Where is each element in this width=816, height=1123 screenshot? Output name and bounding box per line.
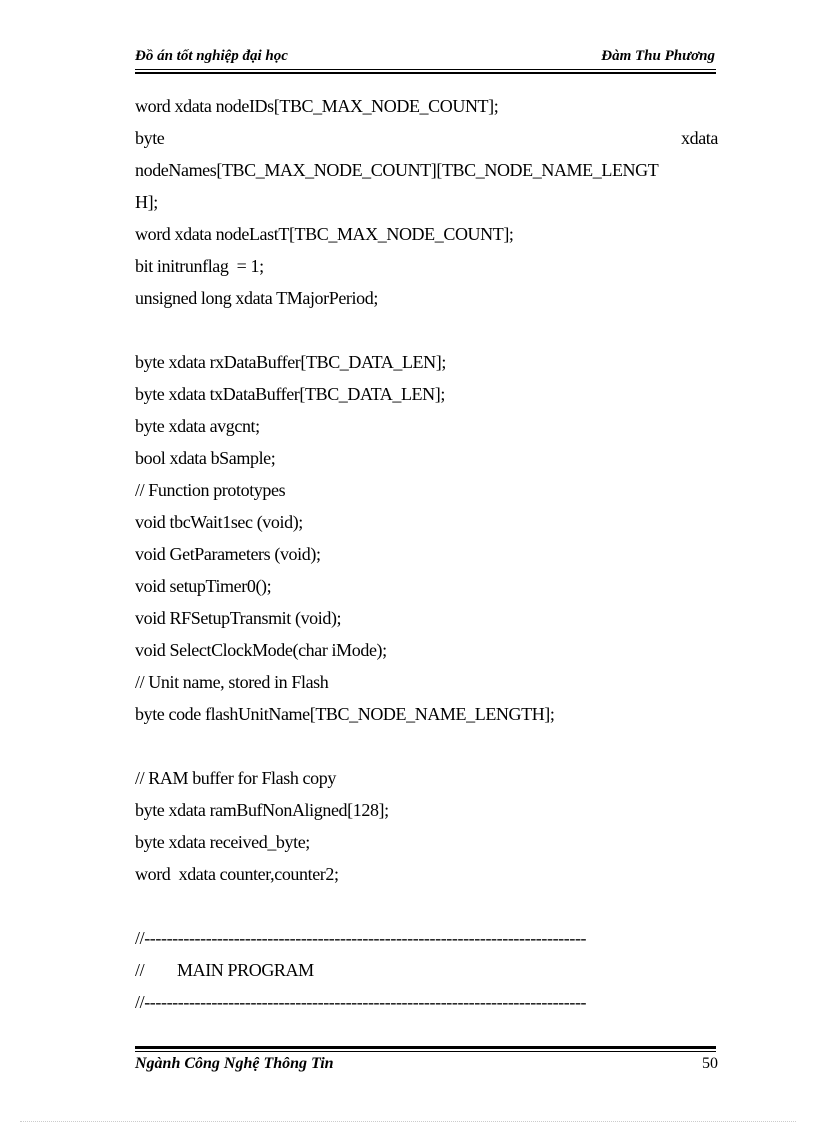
code-comment: // Unit name, stored in Flash [135,672,329,692]
page-footer [135,1055,718,1077]
code-line: void GetParameters (void); [135,544,321,564]
code-token-right: xdata [681,128,718,148]
code-line: bit initrunflag = 1; [135,256,264,276]
code-line: void tbcWait1sec (void); [135,512,303,532]
code-line: void SelectClockMode(char iMode); [135,640,387,660]
header-author: Đàm Thu Phương [601,48,715,64]
code-comment-divider: //------------------------------------------------------------------------------- [135,992,587,1012]
code-comment-divider: //------------------------------------------------------------------------------- [135,928,587,948]
code-token-left: byte [135,128,165,148]
code-comment: // Function prototypes [135,480,286,500]
code-comment: // RAM buffer for Flash copy [135,768,336,788]
code-line: void RFSetupTransmit (void); [135,608,342,628]
code-line-justified [135,122,718,154]
code-line: byte code flashUnitName[TBC_NODE_NAME_LENGTH]; [135,704,555,724]
code-line: byte xdata avgcnt; [135,416,260,436]
header-rule-thin [135,69,716,70]
code-line: byte xdata txDataBuffer[TBC_DATA_LEN]; [135,384,445,404]
code-line: void setupTimer0(); [135,576,272,596]
code-line: byte xdata received_byte; [135,832,310,852]
code-line: byte xdata rxDataBuffer[TBC_DATA_LEN]; [135,352,446,372]
page-header [135,48,715,70]
header-rule-thick [135,72,716,74]
code-line: word xdata nodeIDs[TBC_MAX_NODE_COUNT]; [135,96,499,116]
code-listing [135,90,718,1018]
footer-rule-thick [135,1046,716,1049]
page-number: 50 [702,1055,718,1072]
header-title: Đồ án tốt nghiệp đại học [135,48,288,64]
footer-rule-thin [135,1051,716,1052]
code-comment: // MAIN PROGRAM [135,960,314,980]
page-edge-divider [20,1121,796,1122]
code-line: word xdata nodeLastT[TBC_MAX_NODE_COUNT]; [135,224,514,244]
code-line: nodeNames[TBC_MAX_NODE_COUNT][TBC_NODE_NAME_LENGT [135,160,659,180]
blank-line [135,314,718,346]
blank-line [135,730,718,762]
code-line: H]; [135,192,158,212]
code-line: bool xdata bSample; [135,448,276,468]
code-line: byte xdata ramBufNonAligned[128]; [135,800,389,820]
footer-department: Ngành Công Nghệ Thông Tin [135,1055,334,1072]
code-line: unsigned long xdata TMajorPeriod; [135,288,378,308]
blank-line [135,890,718,922]
code-line: word xdata counter,counter2; [135,864,339,884]
